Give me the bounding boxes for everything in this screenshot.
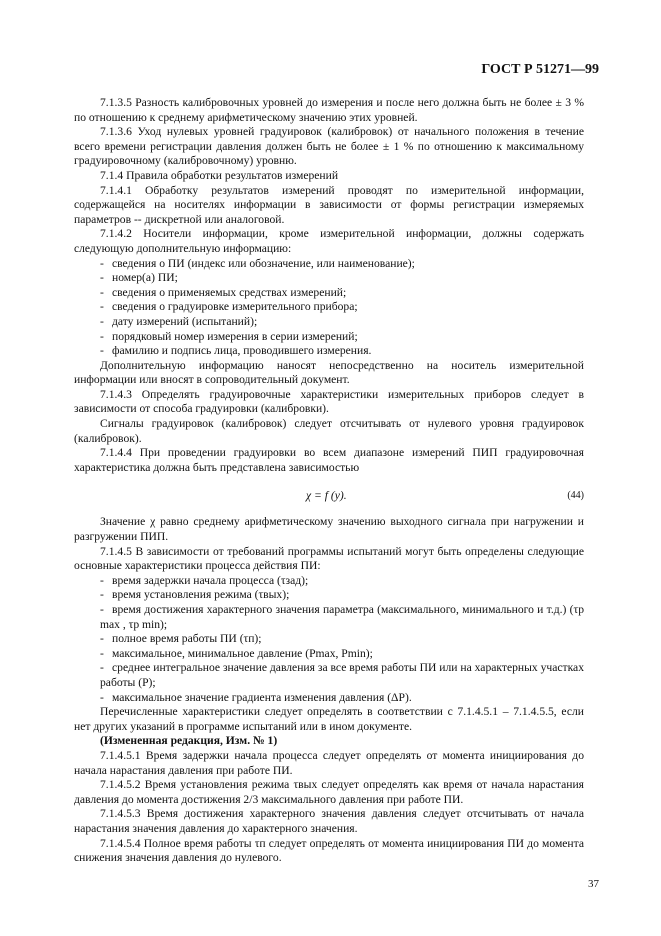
list-item: - время достижения характерного значения параметра (максимального, минимального и т.д.) (τp max , τp min); <box>100 603 584 631</box>
list-dash: - <box>100 271 104 285</box>
paragraph: 7.1.3.6 Уход нулевых уровней градуировок (калибровок) от начального положения в течение всего времени регистрации давления должен быть не более ± 1 % по отношению к максимальному градуировочному (калибровочному) уровню. <box>74 125 584 168</box>
list-item: - полное время работы ПИ (τп); <box>100 632 262 646</box>
list-item: - максимальное значение градиента изменения давления (ΔP). <box>100 690 412 704</box>
list-dash: - <box>100 573 104 587</box>
list-dash: - <box>100 300 104 314</box>
paragraph: 7.1.4 Правила обработки результатов измерений <box>100 168 339 182</box>
list-dash: - <box>100 661 104 675</box>
text-block-1 <box>74 96 584 475</box>
list-item: - среднее интегральное значение давления за все время работы ПИ или на характерных участках работы (P); <box>100 661 584 689</box>
list-dash: - <box>100 314 104 328</box>
list-item: - сведения о ПИ (индекс или обозначение, или наименование); <box>100 256 415 270</box>
paragraph: 7.1.4.3 Определять градуировочные характеристики измерительных приборов следует в зависимости от способа градуировки (калибровки). <box>74 387 584 416</box>
list-dash: - <box>100 285 104 299</box>
paragraph: 7.1.3.5 Разность калибровочных уровней до измерения и после него должна быть не более ± 3 % по отношению к среднему арифметическому значению этих уровней. <box>74 96 584 124</box>
list-item: - номер(а) ПИ; <box>100 271 178 285</box>
formula-number: (44) <box>567 490 584 502</box>
paragraph: 7.1.4.2 Носители информации, кроме измерительной информации, должны содержать следующую дополнительную информацию: <box>74 227 584 255</box>
list-dash: - <box>100 646 104 660</box>
list-dash: - <box>100 588 104 602</box>
list-dash: - <box>100 690 104 704</box>
page-content <box>74 96 584 866</box>
page-number: 37 <box>588 878 599 890</box>
list-dash: - <box>100 329 104 343</box>
list-item: - время задержки начала процесса (τзад); <box>100 573 309 587</box>
list-dash: - <box>100 344 104 358</box>
list-item: - дату измерений (испытаний); <box>100 314 258 328</box>
paragraph: 7.1.4.5.4 Полное время работы τп следует определять от момента инициирования ПИ до момента снижения значения давления до нулевого. <box>74 836 584 865</box>
paragraph: Значение χ равно среднему арифметическому значению выходного сигнала при нагружении и разгружении ПИП. <box>74 515 584 544</box>
list-dash: - <box>100 632 104 646</box>
list-item: - сведения о градуировке измерительного прибора; <box>100 300 358 314</box>
paragraph: 7.1.4.5.2 Время установления режима τвых следует определять как время от начала нарастания давления до момента достижения 2/3 максимального давления при работе ПИ. <box>74 778 584 806</box>
list-item: - сведения о применяемых средствах измерений; <box>100 285 347 299</box>
paragraph: 7.1.4.4 При проведении градуировки во всем диапазоне измерений ПИП градуировочная характеристика должна быть представлена зависимостью <box>74 446 584 474</box>
list-item: - максимальное, минимальное давление (Pmax, Pmin); <box>100 646 373 660</box>
paragraph: (Измененная редакция, Изм. № 1) <box>100 734 278 748</box>
list-dash: - <box>100 256 104 270</box>
paragraph: Перечисленные характеристики следует определять в соответствии с 7.1.4.5.1 – 7.1.4.5.5, если нет других указаний в программе испытаний или в ином документе. <box>74 705 584 733</box>
document-header: ГОСТ Р 51271—99 <box>481 62 599 77</box>
list-item: - время установления режима (τвых); <box>100 588 290 602</box>
list-item: - фамилию и подпись лица, проводившего измерения. <box>100 344 372 358</box>
list-dash: - <box>100 603 104 616</box>
paragraph: Сигналы градуировок (калибровок) следует отсчитывать от нулевого уровня градуировок (калибровок). <box>74 417 584 445</box>
paragraph: 7.1.4.5.3 Время достижения характерного значения давления следует отсчитывать от начала нарастания значения давления до характерного значения. <box>74 807 584 835</box>
paragraph: 7.1.4.1 Обработку результатов измерений проводят по измерительной информации, содержащейся на носителях информации в зависимости от формы регистрации измеряемых параметров -- дискретной или аналоговой. <box>74 183 584 226</box>
formula-44 <box>74 481 584 511</box>
text-block-2 <box>74 515 584 865</box>
paragraph: Дополнительную информацию наносят непосредственно на носитель измерительной информации или вносят в сопроводительный документ. <box>74 358 584 387</box>
paragraph: 7.1.4.5.1 Время задержки начала процесса следует определять от момента инициирования до начала нарастания давления при работе ПИ. <box>74 748 584 777</box>
formula-expression: χ = f (y). <box>306 489 347 503</box>
paragraph: 7.1.4.5 В зависимости от требований программы испытаний могут быть определены следующие основные характеристики процесса действия ПИ: <box>74 544 584 573</box>
list-item: - порядковый номер измерения в серии измерений; <box>100 329 358 343</box>
